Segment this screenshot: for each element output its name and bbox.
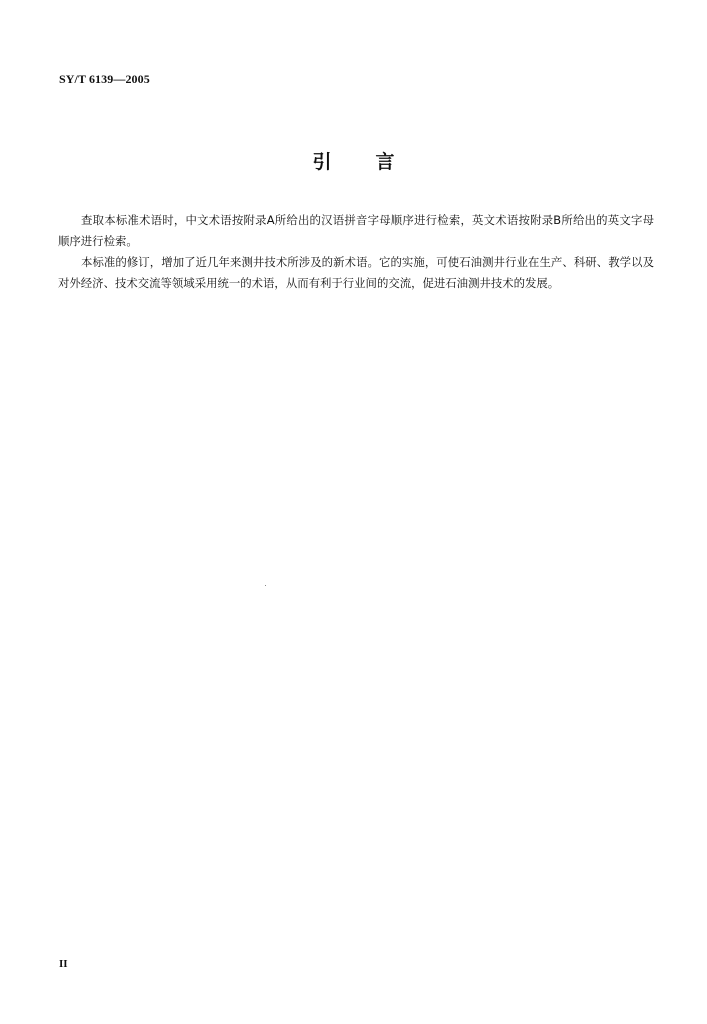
- scan-speck: [265, 585, 266, 586]
- page-number: II: [59, 958, 68, 970]
- section-title: 引言: [312, 151, 439, 173]
- paragraph-revision-notes: 本标准的修订，增加了近几年来测井技术所涉及的新术语。它的实施，可使石油测井行业在生产、科研、教学以及对外经济、技术交流等领域采用统一的术语，从而有利于行业间的交流，促进石油测井技术的发展。: [58, 255, 654, 290]
- paragraph-search-instructions: 查取本标准术语时，中文术语按附录A所给出的汉语拼音字母顺序进行检索，英文术语按附录B所给出的英文字母顺序进行检索。: [58, 213, 654, 248]
- standard-code: SY/T 6139—2005: [59, 72, 150, 86]
- body-text: [58, 210, 654, 294]
